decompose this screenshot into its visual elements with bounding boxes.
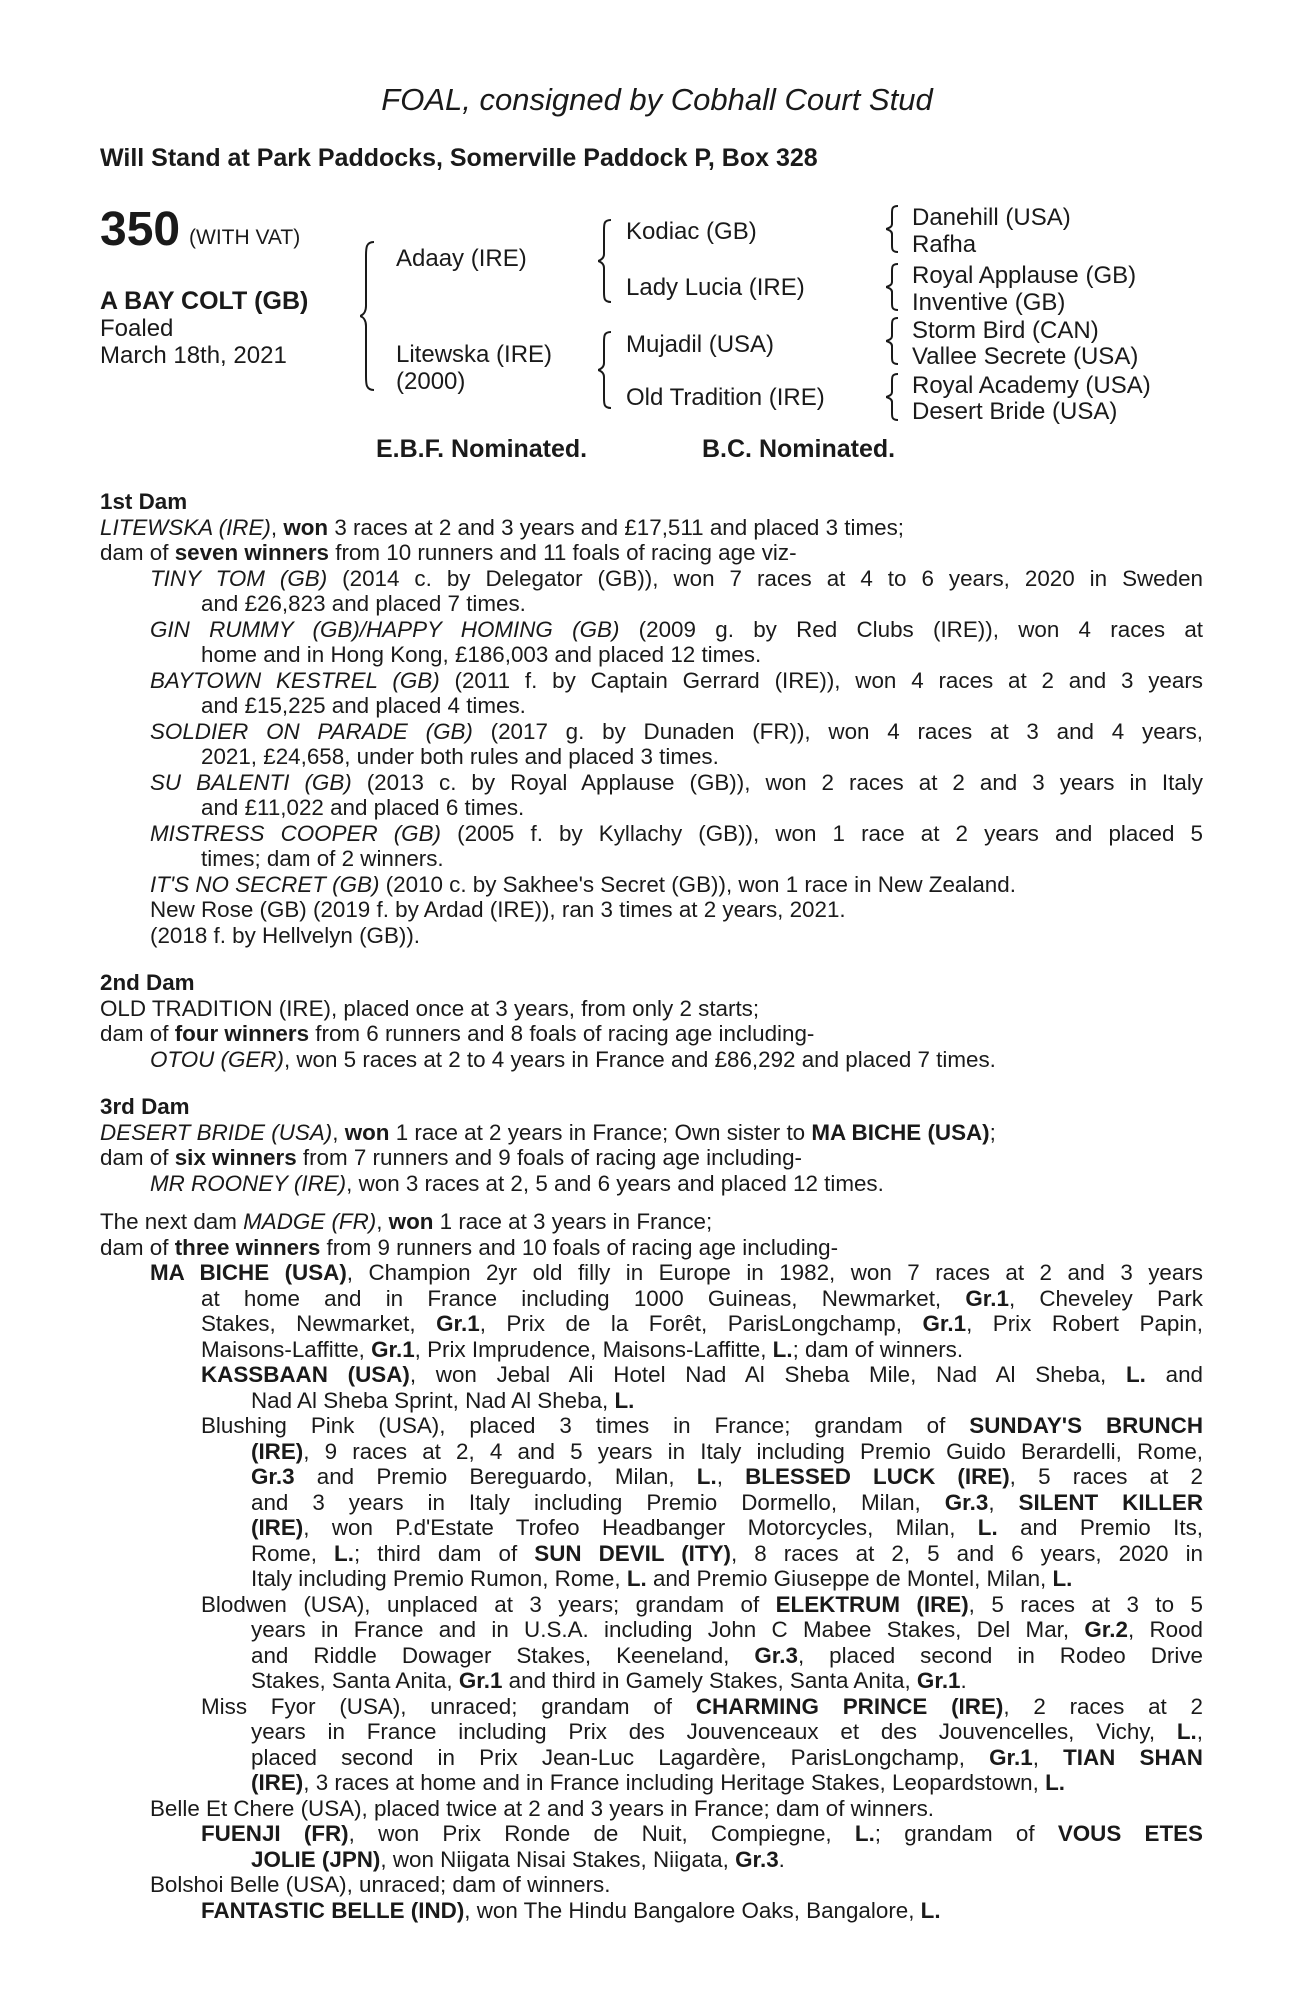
produce-item-cont: and £11,022 and placed 6 times. <box>201 795 525 820</box>
sire-dam: Lady Lucia (IRE) <box>626 274 805 301</box>
third-dam-section <box>100 1094 1203 1196</box>
produce-item-cont: 2021, £24,658, under both rules and placed 3 times. <box>201 744 719 769</box>
dam-produce-summary: dam of four winners from 6 runners and 8 foals of racing age including- <box>100 1021 815 1046</box>
dam-record: OLD TRADITION (IRE), placed once at 3 years, from only 2 starts; <box>100 995 760 1021</box>
dam-record: DESERT BRIDE (USA), won 1 race at 2 years in France; Own sister to MA BICHE (USA); <box>100 1119 996 1145</box>
produce-item: MISTRESS COOPER (GB) (2005 f. by Kyllachy (GB)), won 1 race at 2 years and placed 5 <box>150 820 1203 846</box>
first-dam-heading: 1st Dam <box>100 489 188 514</box>
produce-item: SOLDIER ON PARADE (GB) (2017 g. by Dunaden (FR)), won 4 races at 3 and 4 years, <box>150 718 1203 744</box>
vat-note: (WITH VAT) <box>189 226 301 249</box>
dam-year: (2000) <box>396 368 466 395</box>
produce-item-cont: Nad Al Sheba Sprint, Nad Al Sheba, L. <box>251 1387 635 1413</box>
next-dam-section <box>100 1209 1203 1923</box>
lot-number: 350 <box>100 203 181 256</box>
produce-item: FANTASTIC BELLE (IND), won The Hindu Bangalore Oaks, Bangalore, L. <box>201 1897 941 1923</box>
produce-item-cont: and 3 years in Italy including Premio Dormello, Milan, Gr.3, SILENT KILLER <box>251 1489 1203 1515</box>
produce-item-cont: at home and in France including 1000 Guineas, Newmarket, Gr.1, Cheveley Park <box>201 1285 1203 1311</box>
dam-sire: Mujadil (USA) <box>626 331 775 358</box>
produce-item-cont: home and in Hong Kong, £186,003 and placed 12 times. <box>201 642 762 667</box>
produce-item-cont: (IRE), 3 races at home and in France including Heritage Stakes, Leopardstown, L. <box>251 1770 1065 1795</box>
dss: Storm Bird (CAN) <box>912 317 1099 344</box>
produce-item-cont: placed second in Prix Jean-Luc Lagardère, ParisLongchamp, Gr.1, TIAN SHAN <box>251 1744 1203 1770</box>
produce-item: OTOU (GER), won 5 races at 2 to 4 years in France and £86,292 and placed 7 times. <box>150 1046 996 1072</box>
catalogue-header: FOAL, consigned by Cobhall Court Stud <box>381 82 933 117</box>
produce-item: IT'S NO SECRET (GB) (2010 c. by Sakhee's Secret (GB)), won 1 race in New Zealand. <box>150 871 1016 897</box>
foaled-label: Foaled <box>100 315 174 342</box>
produce-item-cont: and £26,823 and placed 7 times. <box>201 591 526 616</box>
produce-item: TINY TOM (GB) (2014 c. by Delegator (GB)), won 7 races at 4 to 6 years, 2020 in Sweden <box>150 565 1203 591</box>
dam-dam: Old Tradition (IRE) <box>626 384 825 411</box>
produce-item-cont: JOLIE (JPN), won Niigata Nisai Stakes, Niigata, Gr.3. <box>251 1846 785 1872</box>
produce-item-cont: Gr.3 and Premio Bereguardo, Milan, L., BLESSED LUCK (IRE), 5 races at 2 <box>251 1464 1203 1489</box>
foaled-date: March 18th, 2021 <box>100 342 287 369</box>
dds: Royal Academy (USA) <box>912 372 1151 399</box>
produce-item: SU BALENTI (GB) (2013 c. by Royal Applause (GB)), won 2 races at 2 and 3 years in Italy <box>150 769 1203 795</box>
produce-item: (2018 f. by Hellvelyn (GB)). <box>150 922 421 948</box>
foaled-info <box>100 315 287 369</box>
produce-item: GIN RUMMY (GB)/HAPPY HOMING (GB) (2009 g. by Red Clubs (IRE)), won 4 races at <box>150 616 1203 642</box>
old-tradition-brace <box>886 372 904 422</box>
bc-nomination: B.C. Nominated. <box>702 435 896 463</box>
produce-item: Blodwen (USA), unplaced at 3 years; grandam of ELEKTRUM (IRE), 5 races at 3 to 5 <box>201 1591 1203 1617</box>
dam-record: LITEWSKA (IRE), won 3 races at 2 and 3 years and £17,511 and placed 3 times; <box>100 514 904 540</box>
produce-item: Belle Et Chere (USA), placed twice at 2 and 3 years in France; dam of winners. <box>150 1795 935 1821</box>
dsd: Vallee Secrete (USA) <box>912 343 1139 370</box>
produce-item: Bolshoi Belle (USA), unraced; dam of winners. <box>150 1872 611 1897</box>
dam-produce-summary: dam of three winners from 9 runners and 10 foals of racing age including- <box>100 1234 839 1260</box>
produce-item-cont: Maisons-Laffitte, Gr.1, Prix Imprudence, Maisons-Laffitte, L.; dam of winners. <box>201 1336 964 1362</box>
ddd: Desert Bride (USA) <box>912 398 1118 425</box>
produce-item: BAYTOWN KESTREL (GB) (2011 f. by Captain Gerrard (IRE)), won 4 races at 2 and 3 years <box>150 667 1203 693</box>
produce-item-cont: Stakes, Santa Anita, Gr.1 and third in Gamely Stakes, Santa Anita, Gr.1. <box>251 1668 967 1693</box>
kodiac-brace <box>886 204 904 254</box>
produce-item: Blushing Pink (USA), placed 3 times in France; grandam of SUNDAY'S BRUNCH <box>201 1413 1203 1438</box>
dam-name: Litewska (IRE) <box>396 341 553 368</box>
dam-produce-summary: dam of six winners from 7 runners and 9 foals of racing age including- <box>100 1145 802 1170</box>
produce-item-cont: and Riddle Dowager Stakes, Keeneland, Gr.3, placed second in Rodeo Drive <box>251 1642 1203 1668</box>
third-dam-heading: 3rd Dam <box>100 1094 190 1119</box>
produce-item: MR ROONEY (IRE), won 3 races at 2, 5 and 6 years and placed 12 times. <box>150 1170 884 1196</box>
produce-item: FUENJI (FR), won Prix Ronde de Nuit, Compiegne, L.; grandam of VOUS ETES <box>201 1821 1203 1846</box>
produce-item-cont: years in France including Prix des Jouvenceaux et des Jouvencelles, Vichy, L., <box>251 1719 1203 1744</box>
produce-item: New Rose (GB) (2019 f. by Ardad (IRE)), ran 3 times at 2 years, 2021. <box>150 897 846 922</box>
produce-item-cont: years in France and in U.S.A. including John C Mabee Stakes, Del Mar, Gr.2, Rood <box>251 1617 1203 1642</box>
produce-item-cont: (IRE), 9 races at 2, 4 and 5 years in Italy including Premio Guido Berardelli, Rome, <box>251 1438 1203 1464</box>
sire-sire: Kodiac (GB) <box>626 218 757 245</box>
produce-item-cont: (IRE), won P.d'Estate Trofeo Headbanger Motorcycles, Milan, L. and Premio Its, <box>251 1515 1203 1540</box>
second-dam-heading: 2nd Dam <box>100 970 195 995</box>
produce-item-cont: times; dam of 2 winners. <box>201 846 444 871</box>
first-dam-section <box>100 489 1203 948</box>
lot-description: A BAY COLT (GB) <box>100 287 309 315</box>
produce-item-cont: Italy including Premio Rumon, Rome, L. and Premio Giuseppe de Montel, Milan, L. <box>251 1566 1073 1591</box>
mujadil-brace <box>886 316 904 366</box>
ebf-nomination: E.B.F. Nominated. <box>376 435 588 463</box>
sire-dam-brace <box>360 240 382 392</box>
sds: Royal Applause (GB) <box>912 262 1137 289</box>
produce-item: KASSBAAN (USA), won Jebal Ali Hotel Nad Al Sheba Mile, Nad Al Sheba, L. and <box>201 1362 1203 1387</box>
sdd: Inventive (GB) <box>912 289 1066 316</box>
sire-line-brace <box>598 218 618 304</box>
produce-item-cont: Stakes, Newmarket, Gr.1, Prix de la Forêt, ParisLongchamp, Gr.1, Prix Robert Papin, <box>201 1311 1204 1336</box>
sire-name: Adaay (IRE) <box>396 245 527 272</box>
dam-record: The next dam MADGE (FR), won 1 race at 3 years in France; <box>100 1209 713 1234</box>
produce-item: Miss Fyor (USA), unraced; grandam of CHARMING PRINCE (IRE), 2 races at 2 <box>201 1693 1203 1719</box>
produce-item: MA BICHE (USA), Champion 2yr old filly in Europe in 1982, won 7 races at 2 and 3 years <box>150 1260 1203 1285</box>
ssd: Rafha <box>912 231 977 258</box>
dam-line-brace <box>598 330 618 410</box>
stand-location: Will Stand at Park Paddocks, Somerville Paddock P, Box 328 <box>100 144 818 172</box>
produce-item-cont: and £15,225 and placed 4 times. <box>201 693 526 718</box>
produce-item-cont: Rome, L.; third dam of SUN DEVIL (ITY), 8 races at 2, 5 and 6 years, 2020 in <box>251 1540 1203 1566</box>
second-dam-section <box>100 970 1203 1072</box>
sss: Danehill (USA) <box>912 204 1071 231</box>
dam-produce-summary: dam of seven winners from 10 runners and 11 foals of racing age viz- <box>100 540 797 565</box>
lady-lucia-brace <box>886 262 904 312</box>
